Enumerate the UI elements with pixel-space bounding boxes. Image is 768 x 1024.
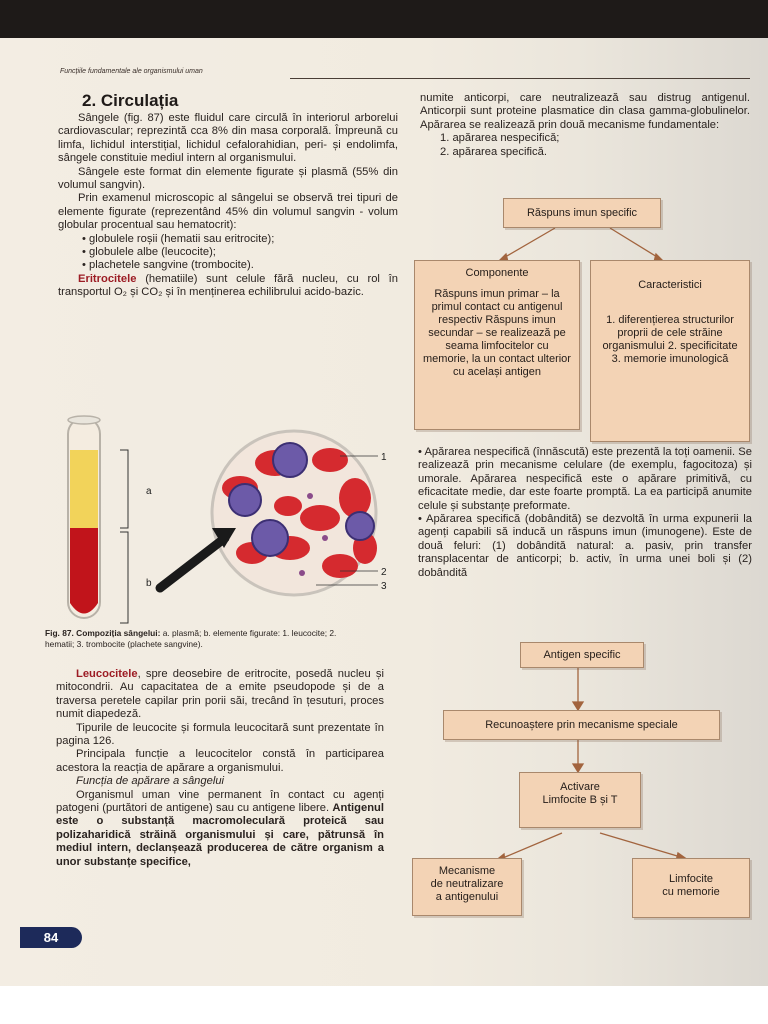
term-leucocitele: Leucocitele (76, 668, 138, 680)
box-line: a antigenului (435, 891, 499, 903)
box-componente (414, 260, 580, 430)
box-line: Limfocite B și T (542, 794, 618, 806)
paragraph-text: , spre deosebire de eritrocite, posedă nucleu și mitocondrii. Au capacitatea de a emite pseudopode și de a traversa peretele capilar prin porii săi, trecând în țesuturi, proces numit diapedeză. (56, 668, 384, 721)
paragraph-text: (hematiile) sunt celule fără nucleu, cu rol în transportul O₂ și CO₂ și în menținerea echilibrului acido-bazic. (58, 272, 398, 299)
box-line: de neutralizare (430, 878, 504, 890)
box-line: cu memorie (662, 886, 720, 898)
box-activare (519, 772, 641, 828)
box-body: Răspuns imun primar – la primul contact cu antigenul respectiv Răspuns imun secundar – se realizează pe seama limfocitelor cu memorie, la un contact ulterior cu același antigen (423, 288, 571, 378)
list-item: • plachetele sangvine (trombocite). (82, 259, 398, 272)
paragraph: Sângele este format din elemente figurate și plasmă (55% din volumul sangvin). (58, 165, 398, 192)
list-item: • globulele roșii (hematii sau eritrocite); (82, 233, 398, 246)
list-item: • globulele albe (leucocite); (82, 246, 398, 259)
paragraph: Tipurile de leucocite și formula leucocitară sunt prezentate în pagina 126. (56, 721, 384, 748)
box-line: Limfocite (668, 873, 714, 885)
caption-title: Fig. 87. Compoziția sângelui: (45, 628, 161, 638)
box-mecanisme-neutralizare (412, 858, 522, 916)
paragraph: Sângele (fig. 87) este fluidul care circulă în interiorul arborelui cardiovascular; reprezintă cca 8% din masa corporală. Împreună cu limfa, lichidul interstițial, lichidul cefalorahidian, peri- și endolimfa, sângele constituie mediul intern al organismului. (58, 112, 398, 165)
section-title: 2. Circulația (82, 91, 179, 110)
paragraph: numite anticorpi, care neutralizează sau distrug antigenul. Anticorpii sunt proteine plasmatice din clasa gamma-globulinelor. Apărarea se realizează prin două mecanisme fundamentale: (420, 92, 750, 131)
running-header: Funcțiile fundamentale ale organismului uman (60, 68, 203, 75)
label-a: a (146, 486, 152, 497)
box-caracteristici (590, 260, 750, 442)
box-raspuns-imun-specific: Răspuns imun specific (503, 198, 661, 228)
term-eritrocitele: Eritrocitele (78, 272, 137, 285)
page-number: 84 (20, 927, 82, 948)
box-recunoastere: Recunoaștere prin mecanisme speciale (443, 710, 720, 740)
textbook-page (0, 38, 768, 986)
list-item: 1. apărarea nespecifică; (440, 132, 560, 145)
paragraph: Prin examenul microscopic al sângelui se observă trei tipuri de elemente figurate (reprezentând 45% din volumul sangvin - volum globular procentual sau hematocrit): (58, 192, 398, 232)
subheading: Funcția de apărare a sângelui (76, 775, 225, 788)
paragraph: Principala funcție a leucocitelor constă în participarea acestora la reacția de apărare a organismului. (56, 748, 384, 774)
paragraph-text: Organismul uman vine permanent în contact cu agenți patogeni (purtători de antigene) sau cu antigene libere. (56, 788, 384, 815)
label-1: 1 (381, 452, 387, 463)
box-body: 1. diferențierea structurilor proprii de cele străine organismului 2. specificitate 3. memorie imunologică (602, 314, 738, 365)
paragraph-text-bold: Antigenul este o substanță macromoleculară proteică sau polizaharidică străină organismului și care, pătrunsă în mediul intern, declanșează producerea de către organism a unor substanțe specifice, (56, 802, 384, 868)
list-item: 2. apărarea specifică. (440, 145, 547, 158)
box-line: Activare (560, 781, 600, 793)
caption-text: a. plasmă; b. elemente figurate: 1. leucocite; 2. hematii; 3. trombocite (plachete sangvine). (45, 628, 337, 649)
box-limfocite-memorie (632, 858, 750, 918)
box-title: Caracteristici (638, 279, 702, 291)
right-column-middle (418, 446, 752, 580)
label-b: b (146, 578, 152, 589)
label-2: 2 (381, 567, 387, 578)
box-antigen-specific: Antigen specific (520, 642, 644, 668)
box-title: Componente (465, 267, 529, 279)
paragraph: • Apărarea nespecifică (înnăscută) este prezentă la toți oamenii. Se realizează prin mecanisme celulare (de exemplu, fagocitoza) și umorale. Apărarea nespecifică este o apărare primitivă, cu eficacitate medie, dar este foarte promptă. La ea participă anumite celule și substanțe preformate. (418, 446, 752, 512)
label-3: 3 (381, 581, 387, 592)
paragraph: • Apărarea specifică (dobândită) se dezvoltă în urma expunerii la agenți capabili să inducă un răspuns imun (imunogene). Este de două feluri: (1) dobândită natural: a. pasiv, prin transfer transplacentar de anticorpi; b. activ, în urma unei boli și (2) dobândită (418, 513, 752, 579)
bottom-background (0, 986, 768, 1024)
box-line: Mecanisme (438, 865, 496, 877)
